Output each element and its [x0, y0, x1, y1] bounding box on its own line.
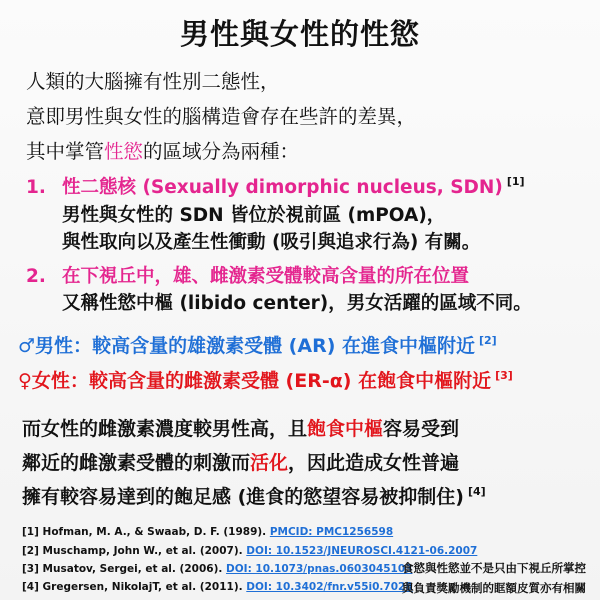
paragraph-line-1-end: 容易受到: [383, 418, 460, 440]
paragraph-line-3-text: 擁有較容易達到的飽足感 (進食的慾望容易被抑制住): [22, 486, 464, 508]
intro-line-3-end: 的區域分為兩種：: [143, 140, 300, 163]
reference-1-text: [1] Hofman, M. A., & Swaab, D. F. (1989).: [22, 526, 270, 538]
male-symbol-icon: ♂: [18, 335, 36, 357]
item-1-number: 1.: [26, 177, 46, 198]
female-text: 較高含量的雌激素受體 (ER-α) 在飽食中樞附近: [88, 370, 492, 392]
paragraph-line-3-ref: [4]: [467, 485, 486, 498]
item-1-ref: [1]: [506, 175, 525, 188]
reference-4-text: [4] Gregersen, NikolajT, et al. (2011).: [22, 581, 247, 593]
reference-1: [22, 526, 393, 538]
item-1-title: 性二態核 (Sexually dimorphic nucleus, SDN): [62, 177, 503, 198]
item-1-sub-1: 男性與女性的 SDN 皆位於視前區 (mPOA)，: [62, 205, 446, 226]
page-title: 男性與女性的性慾: [179, 17, 420, 51]
reference-2-text: [2] Muschamp, John W., et al. (2007).: [22, 545, 247, 557]
libido-highlight: 性慾: [104, 140, 144, 163]
activation-highlight: 活化: [250, 452, 289, 474]
reference-1-link[interactable]: PMCID: PMC1256598: [269, 526, 394, 538]
male-line: [18, 331, 497, 358]
item-2-title: 在下視丘中，雄、雌激素受體較高含量的所在位置: [62, 266, 470, 287]
reference-3: [22, 563, 412, 575]
intro-line-2: 意即男性與女性的腦構造會存在些許的差異，: [26, 105, 417, 128]
item-1-sub-2: 與性取向以及產生性衝動 (吸引與追求行為) 有關。: [62, 232, 481, 253]
male-label: 男性：: [35, 335, 93, 357]
intro-line-3: [26, 136, 299, 164]
side-note-line-2: 與負責獎勵機制的眶額皮質亦有相關: [402, 581, 586, 595]
item-2-number: 2.: [26, 266, 46, 287]
paragraph-line-2-end: ，因此造成女性普遍: [288, 452, 460, 474]
reference-3-text: [3] Musatov, Sergei, et al. (2006).: [22, 563, 227, 575]
paragraph-line-3: [22, 482, 486, 509]
female-line: [18, 366, 513, 393]
male-ref: [2]: [479, 334, 497, 347]
reference-2-link[interactable]: DOI: 10.1523/JNEUROSCI.4121-06.2007: [246, 545, 478, 557]
paragraph-line-1-start: 而女性的雌激素濃度較男性高，且: [22, 418, 308, 440]
side-note-line-1: 食慾與性慾並不是只由下視丘所掌控: [402, 561, 586, 575]
paragraph-line-1: [22, 414, 459, 441]
intro-line-1: 人類的大腦擁有性別二態性，: [26, 70, 280, 93]
item-2-sub-1: 又稱性慾中樞 (libido center)，男女活躍的區域不同。: [62, 293, 532, 314]
intro-line-3-start: 其中掌管: [26, 140, 105, 163]
female-ref: [3]: [495, 369, 513, 382]
reference-2: [22, 545, 477, 557]
male-text: 較高含量的雄激素受體 (AR) 在進食中樞附近: [92, 335, 475, 357]
female-label: 女性：: [31, 370, 89, 392]
reference-3-link[interactable]: DOI: 10.1073/pnas.0603045103: [226, 563, 413, 575]
female-symbol-icon: ♀: [18, 370, 32, 392]
item-1-heading: [26, 173, 525, 199]
paragraph-line-2-start: 鄰近的雌激素受體的刺激而: [22, 452, 251, 474]
item-2-heading: [26, 262, 469, 288]
reference-4: [22, 581, 413, 593]
paragraph-line-2: [22, 448, 459, 475]
reference-4-link[interactable]: DOI: 10.3402/fnr.v55i0.7028: [246, 581, 413, 593]
satiety-center-highlight: 飽食中樞: [307, 418, 384, 440]
